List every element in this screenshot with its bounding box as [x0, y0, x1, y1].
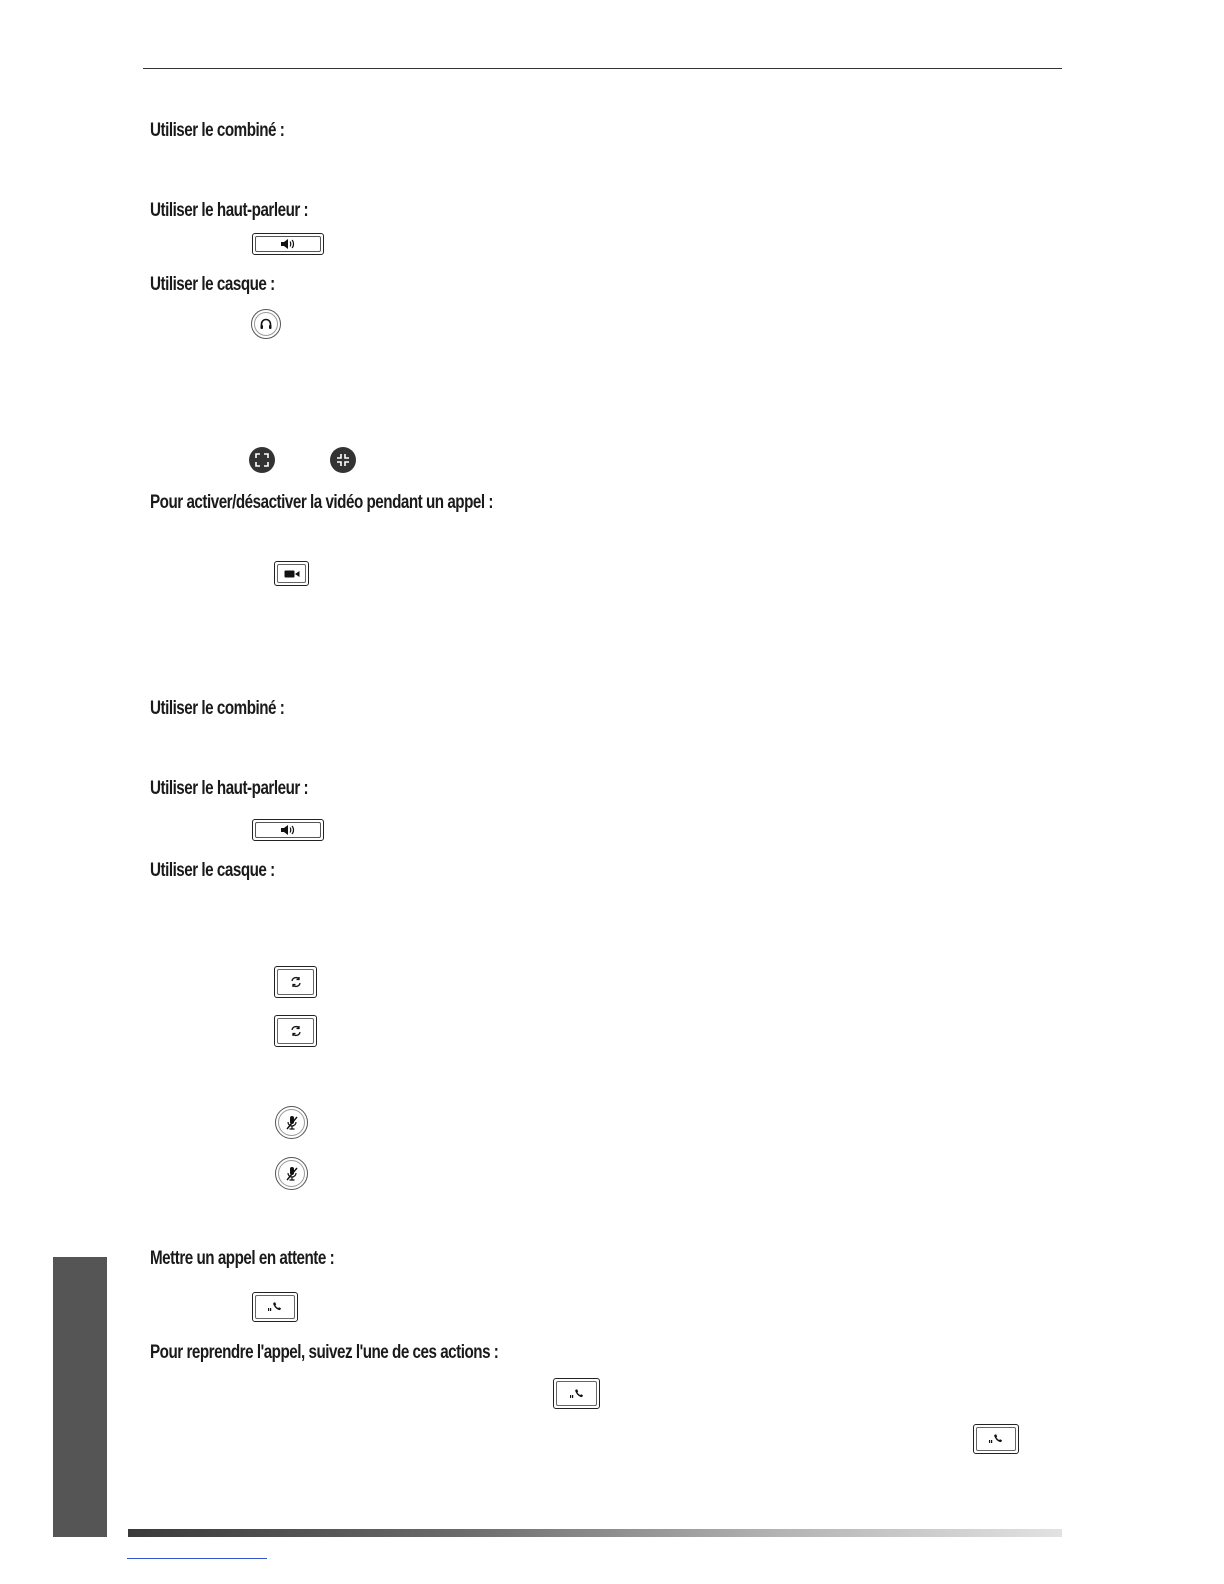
- fullscreen-key: [249, 447, 275, 473]
- speaker-icon: [280, 238, 296, 250]
- hold-icon: [988, 1433, 1004, 1445]
- mute-microphone-icon: [285, 1166, 299, 1182]
- heading-use-headset-1: Utiliser le casque :: [150, 274, 275, 295]
- heading-use-speakerphone-2: Utiliser le haut-parleur :: [150, 778, 309, 799]
- heading-toggle-video: Pour activer/désactiver la vidéo pendant un appel :: [150, 492, 493, 513]
- speakerphone-key-1: [252, 233, 324, 255]
- swap-icon: [290, 976, 302, 988]
- video-key: [274, 561, 309, 586]
- hold-key-2: [553, 1378, 600, 1409]
- heading-use-headset-2: Utiliser le casque :: [150, 860, 275, 881]
- footer-gradient-bar: [128, 1529, 1062, 1537]
- swap-key-2: [274, 1015, 317, 1047]
- speakerphone-key-2: [252, 819, 324, 841]
- headset-key-1: [251, 309, 281, 339]
- heading-resume-call: Pour reprendre l'appel, suivez l'une de ces actions :: [150, 1342, 499, 1363]
- footer-link-underline[interactable]: [127, 1558, 267, 1559]
- video-camera-icon: [284, 569, 300, 579]
- mute-key-2: [275, 1157, 308, 1190]
- heading-hold-call: Mettre un appel en attente :: [150, 1248, 335, 1269]
- hold-key-3: [973, 1424, 1019, 1454]
- swap-key-1: [274, 966, 317, 998]
- heading-use-handset-1: Utiliser le combiné :: [150, 120, 285, 141]
- heading-use-speakerphone-1: Utiliser le haut-parleur :: [150, 200, 309, 221]
- side-language-tab: [53, 1257, 107, 1537]
- hold-key-1: [252, 1292, 298, 1322]
- collapse-icon: [336, 453, 350, 467]
- swap-icon: [290, 1025, 302, 1037]
- speaker-icon: [280, 824, 296, 836]
- expand-icon: [255, 453, 269, 467]
- headset-icon: [259, 317, 273, 331]
- exit-fullscreen-key: [330, 447, 356, 473]
- heading-use-handset-2: Utiliser le combiné :: [150, 698, 285, 719]
- mute-microphone-icon: [285, 1115, 299, 1131]
- header-rule: [143, 68, 1062, 69]
- hold-icon: [267, 1301, 283, 1313]
- mute-key-1: [275, 1106, 308, 1139]
- hold-icon: [569, 1388, 585, 1400]
